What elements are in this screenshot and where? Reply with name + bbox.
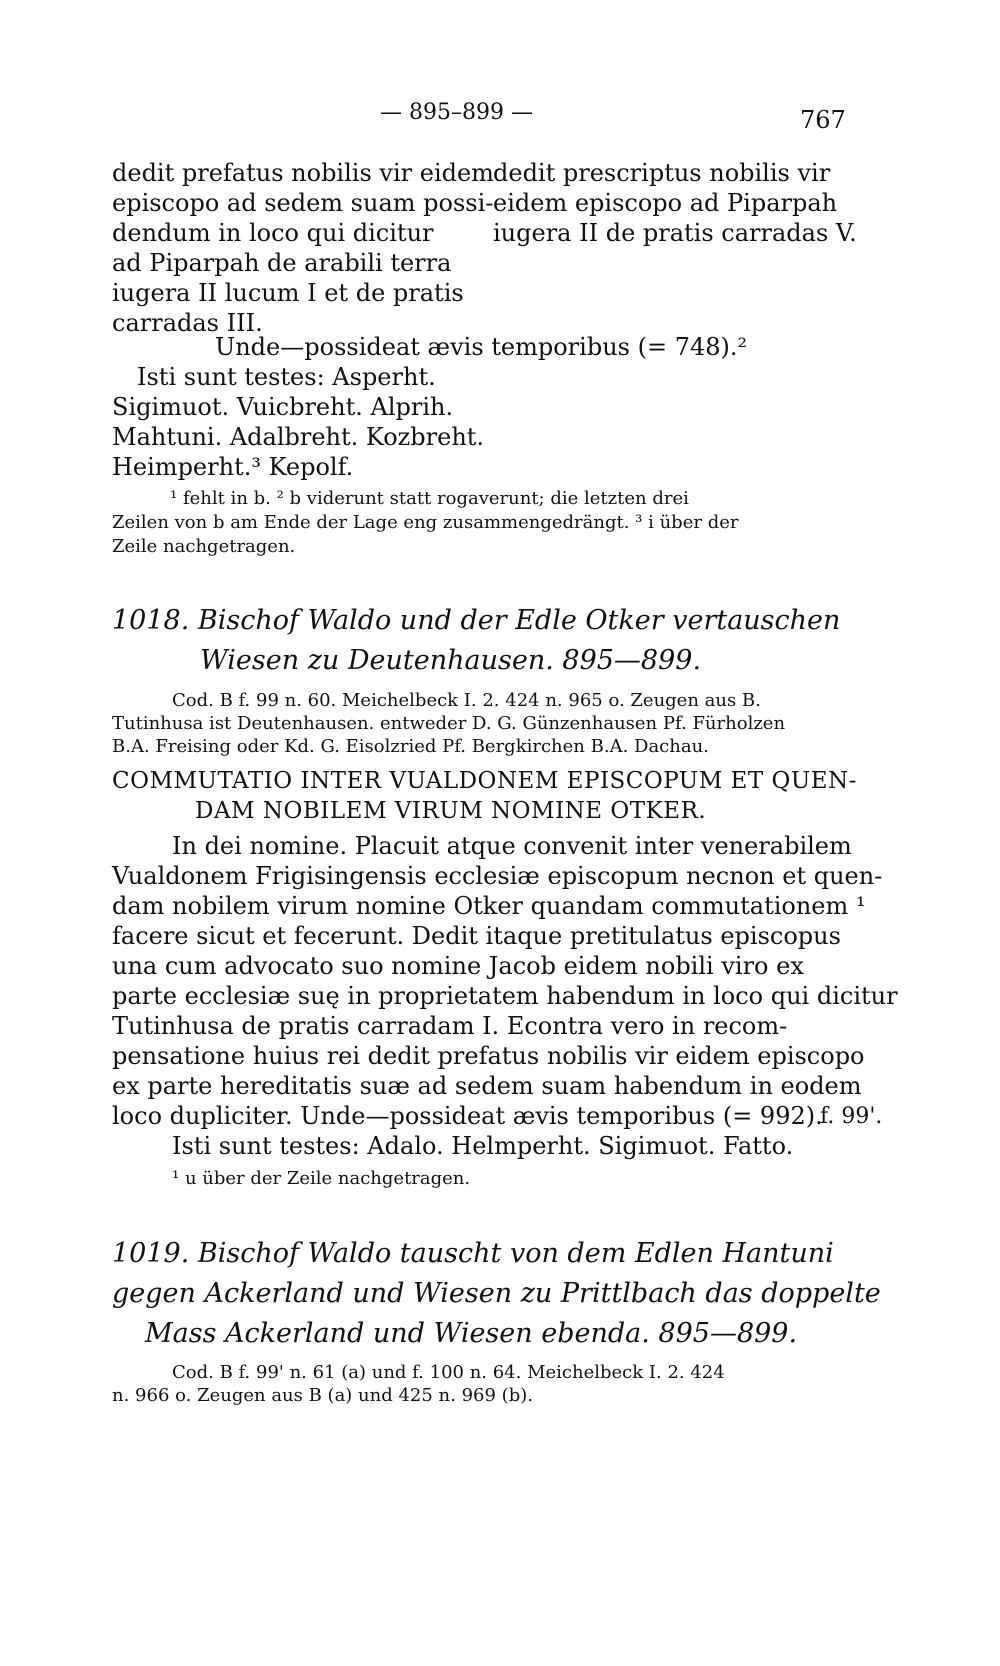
continuation-line: Mahtuni. Adalbreht. Kozbreht. <box>112 423 485 451</box>
entry-1018-text: ex parte hereditatis suæ ad sedem suam habendum in eodem <box>112 1072 862 1100</box>
entry-1018-text: Vualdonem Frigisingensis ecclesiæ episcopum necnon et quen- <box>112 862 883 890</box>
entry-1018-text: dam nobilem virum nomine Otker quandam commutationem ¹ <box>112 892 866 920</box>
entry-1018-source: B.A. Freising oder Kd. G. Eisolzried Pf. Bergkirchen B.A. Dachau. <box>112 736 709 757</box>
left-column-line: dedit prefatus nobilis vir eidem <box>112 159 494 187</box>
entry-1019-heading: gegen Ackerland und Wiesen zu Prittlbach das doppelte <box>112 1278 881 1309</box>
left-column-line: iugera II lucum I et de pratis <box>112 279 464 307</box>
entry-1018-text: loco dupliciter. Unde—possideat ævis temporibus (= 992). <box>112 1102 823 1130</box>
entry-1018-text: Isti sunt testes: Adalo. Helmperht. Sigimuot. Fatto. <box>172 1132 794 1160</box>
entry-1019-source: Cod. B f. 99' n. 61 (a) und f. 100 n. 64. Meichelbeck I. 2. 424 <box>172 1362 725 1383</box>
entry-1019-heading: Mass Ackerland und Wiesen ebenda. 895—899. <box>145 1318 798 1349</box>
footnote-line: Zeile nachgetragen. <box>112 536 296 557</box>
entry-1018-title: DAM NOBILEM VIRUM NOMINE OTKER. <box>195 798 707 824</box>
left-column-line: carradas III. <box>112 309 263 337</box>
right-column <box>493 158 873 248</box>
entry-1019-heading: 1019. Bischof Waldo tauscht von dem Edlen Hantuni <box>112 1238 834 1269</box>
continuation-line: Isti sunt testes: Asperht. <box>137 363 436 391</box>
left-column-line: episcopo ad sedem suam possi- <box>112 189 494 217</box>
right-column-line: iugera II de pratis carradas V. <box>493 219 857 247</box>
entry-1018-text: Tutinhusa de pratis carradam I. Econtra vero in recom- <box>112 1012 788 1040</box>
entry-1018-text: In dei nomine. Placuit atque convenit inter venerabilem <box>172 832 852 860</box>
continuation-line: Sigimuot. Vuicbreht. Alprih. <box>112 393 454 421</box>
left-column <box>112 158 494 338</box>
entry-1018-footnote: ¹ u über der Zeile nachgetragen. <box>172 1168 471 1189</box>
continuation-line: Heimperht.³ Kepolf. <box>112 453 354 481</box>
left-column-line: ad Piparpah de arabili terra <box>112 249 452 277</box>
margin-folio-note: f. 99'. <box>820 1104 883 1129</box>
entry-1018-title: COMMUTATIO INTER VUALDONEM EPISCOPUM ET QUEN- <box>112 768 857 794</box>
entry-1018-heading: 1018. Bischof Waldo und der Edle Otker vertauschen <box>112 605 841 636</box>
footnote-line: Zeilen von b am Ende der Lage eng zusammengedrängt. ³ i über der <box>112 512 739 533</box>
entry-1018-text: pensatione huius rei dedit prefatus nobilis vir eidem episcopo <box>112 1042 865 1070</box>
page-number: 767 <box>800 106 846 134</box>
right-column-line: eidem episcopo ad Piparpah <box>493 189 838 217</box>
entry-1018-source: Cod. B f. 99 n. 60. Meichelbeck I. 2. 424 n. 965 o. Zeugen aus B. <box>172 690 761 711</box>
running-header: — 895–899 — <box>380 100 533 125</box>
right-column-line: dedit prescriptus nobilis vir <box>493 159 831 187</box>
entry-1018-text: facere sicut et fecerunt. Dedit itaque pretitulatus episcopus <box>112 922 841 950</box>
continuation-line: Unde—possideat ævis temporibus (= 748).² <box>215 333 748 361</box>
left-column-line: dendum in loco qui dicitur <box>112 219 434 247</box>
entry-1018-heading: Wiesen zu Deutenhausen. 895—899. <box>200 645 702 676</box>
entry-1018-text: parte ecclesiæ suę in proprietatem habendum in loco qui dicitur <box>112 982 898 1010</box>
entry-1019-source: n. 966 o. Zeugen aus B (a) und 425 n. 969 (b). <box>112 1385 533 1406</box>
entry-1018-text: una cum advocato suo nomine Jacob eidem nobili viro ex <box>112 952 804 980</box>
footnote-line: ¹ fehlt in b. ² b viderunt statt rogaverunt; die letzten drei <box>170 488 689 509</box>
entry-1018-source: Tutinhusa ist Deutenhausen. entweder D. G. Günzenhausen Pf. Fürholzen <box>112 713 786 734</box>
